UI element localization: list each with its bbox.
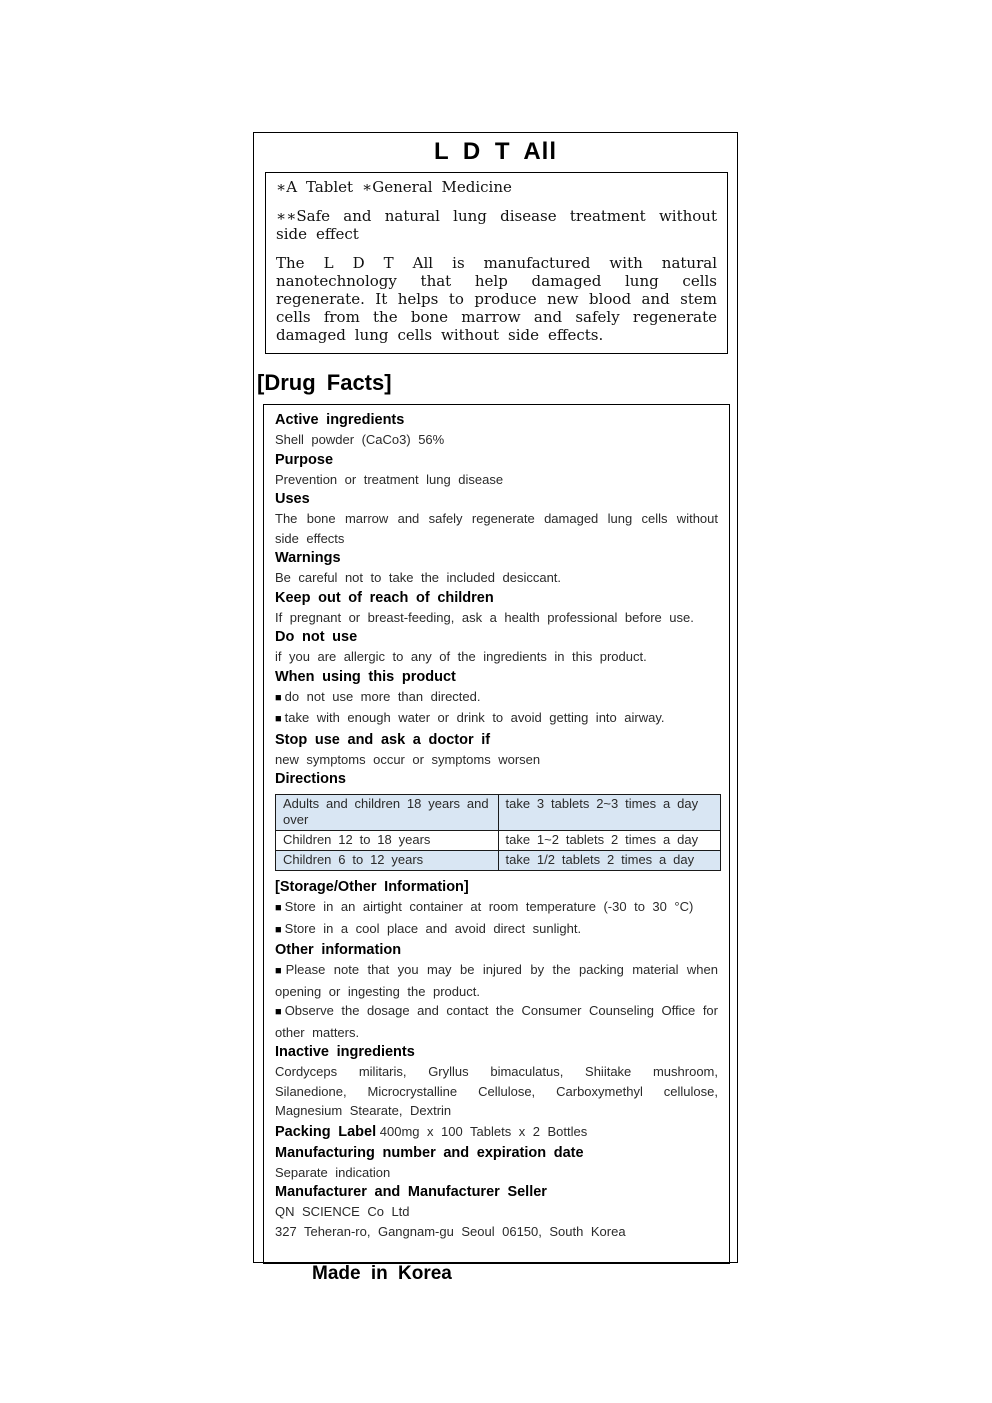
warnings-heading: Warnings (275, 550, 341, 566)
when-using-heading: When using this product (275, 668, 456, 685)
purpose-body: Prevention or treatment lung disease (275, 471, 504, 487)
active-ingredients-heading: Active ingredients (275, 412, 405, 428)
keep-out-body: If pregnant or breast-feeding, ask a health professional before use. (275, 609, 694, 625)
packing-label-body: 400mg x 100 Tablets x 2 Bottles (379, 1123, 588, 1139)
section-manufacturing-number (275, 1143, 718, 1183)
directions-dose-cell: take 3 tablets 2~3 times a day (498, 795, 721, 831)
active-ingredients-body: Shell powder (CaCo3) 56% (275, 432, 445, 447)
square-bullet-icon: ■ (275, 691, 282, 704)
directions-dose-cell: take 1/2 tablets 2 times a day (498, 851, 721, 871)
square-bullet-icon: ■ (275, 902, 282, 914)
uses-body: The bone marrow and safely regenerate damaged lung cells without side effects (275, 511, 718, 546)
do-not-use-heading: Do not use (275, 629, 358, 645)
keep-out-heading: Keep out of reach of children (275, 589, 494, 606)
section-other-information (275, 940, 718, 1042)
bullet-text: Observe the dosage and contact the Consumer Counseling Office for other matters. (275, 1003, 718, 1040)
section-keep-out-of-reach (275, 588, 718, 628)
square-bullet-icon: ■ (275, 713, 282, 725)
directions-dose-cell: take 1~2 tablets 2 times a day (498, 831, 721, 851)
directions-who-cell: Children 12 to 18 years (276, 831, 499, 851)
section-storage (275, 877, 718, 940)
intro-box (265, 172, 728, 354)
section-do-not-use (275, 627, 718, 667)
stop-use-body: new symptoms occur or symptoms worsen (275, 751, 541, 767)
section-purpose (275, 450, 718, 490)
section-warnings (275, 548, 718, 588)
made-in-korea-label: Made in Korea (312, 1263, 452, 1284)
inactive-ingredients-body: Cordyceps militaris, Gryllus bimaculatus, Shiitake mushroom, Silanedione, Microcrystalline Cellulose, Carboxymethyl cellulose, Magnesium Stearate, Dextrin (275, 1064, 718, 1118)
directions-who-cell: Adults and children 18 years and over (276, 795, 499, 831)
product-title: L D T All (434, 138, 557, 165)
when-using-bullet-2 (275, 708, 718, 730)
drug-label-document (253, 132, 738, 1284)
bullet-text: Please note that you may be injured by the packing material when opening or ingesting the product. (275, 962, 718, 999)
inactive-ingredients-heading: Inactive ingredients (275, 1044, 415, 1060)
manufacturer-address: 327 Teheran-ro, Gangnam-gu Seoul 06150, South Korea (275, 1223, 626, 1239)
intro-description: The L D T All is manufactured with natural nanotechnology that help damaged lung cells regenerate. It helps to produce new blood and stem cells from the bone marrow and safely regenerate damaged lung cells without side effects. (276, 254, 717, 344)
bullet-text: do not use more than directed. (284, 688, 481, 704)
manufacturing-body: Separate indication (275, 1164, 391, 1180)
storage-bullet-1 (275, 897, 718, 919)
other-information-bullet-2 (275, 1001, 718, 1042)
section-uses (275, 489, 718, 548)
square-bullet-icon: ■ (275, 923, 282, 936)
directions-table (275, 794, 721, 871)
section-active-ingredients (275, 410, 718, 450)
drug-facts-box (263, 404, 730, 1284)
manufacturer-company: QN SCIENCE Co Ltd (275, 1204, 410, 1219)
square-bullet-icon: ■ (275, 965, 283, 977)
bullet-text: Store in a cool place and avoid direct sunlight. (284, 920, 582, 936)
directions-heading: Directions (275, 771, 346, 787)
section-packing-label (275, 1121, 718, 1143)
section-inactive-ingredients (275, 1042, 718, 1121)
manufacturer-heading: Manufacturer and Manufacturer Seller (275, 1184, 547, 1200)
uses-heading: Uses (275, 491, 310, 507)
square-bullet-icon: ■ (275, 1006, 282, 1018)
section-when-using (275, 667, 718, 730)
other-information-heading: Other information (275, 942, 402, 958)
warnings-body: Be careful not to take the included desiccant. (275, 570, 562, 585)
bullet-text: Store in an airtight container at room temperature (-30 to 30 °C) (284, 899, 694, 914)
storage-heading: [Storage/Other Information] (275, 879, 469, 895)
section-stop-use (275, 730, 718, 770)
section-directions (275, 769, 718, 871)
directions-row-children-12-18 (276, 831, 721, 851)
do-not-use-body: if you are allergic to any of the ingredients in this product. (275, 649, 647, 664)
intro-claim-line: ∗∗Safe and natural lung disease treatment without side effect (276, 207, 717, 243)
manufacturing-heading: Manufacturing number and expiration date (275, 1144, 584, 1161)
intro-type-line: ∗A Tablet ∗General Medicine (276, 178, 512, 196)
directions-who-cell: Children 6 to 12 years (276, 851, 499, 871)
other-information-bullet-1 (275, 960, 718, 1001)
directions-row-adults (276, 795, 721, 831)
storage-bullet-2 (275, 919, 718, 941)
stop-use-heading: Stop use and ask a doctor if (275, 731, 491, 748)
directions-row-children-6-12 (276, 851, 721, 871)
when-using-bullet-1 (275, 687, 718, 709)
drug-facts-heading: [Drug Facts] (257, 370, 392, 395)
packing-label-heading: Packing Label (275, 1123, 377, 1140)
section-manufacturer (275, 1182, 718, 1241)
purpose-heading: Purpose (275, 451, 334, 468)
bullet-text: take with enough water or drink to avoid getting into airway. (284, 710, 665, 725)
